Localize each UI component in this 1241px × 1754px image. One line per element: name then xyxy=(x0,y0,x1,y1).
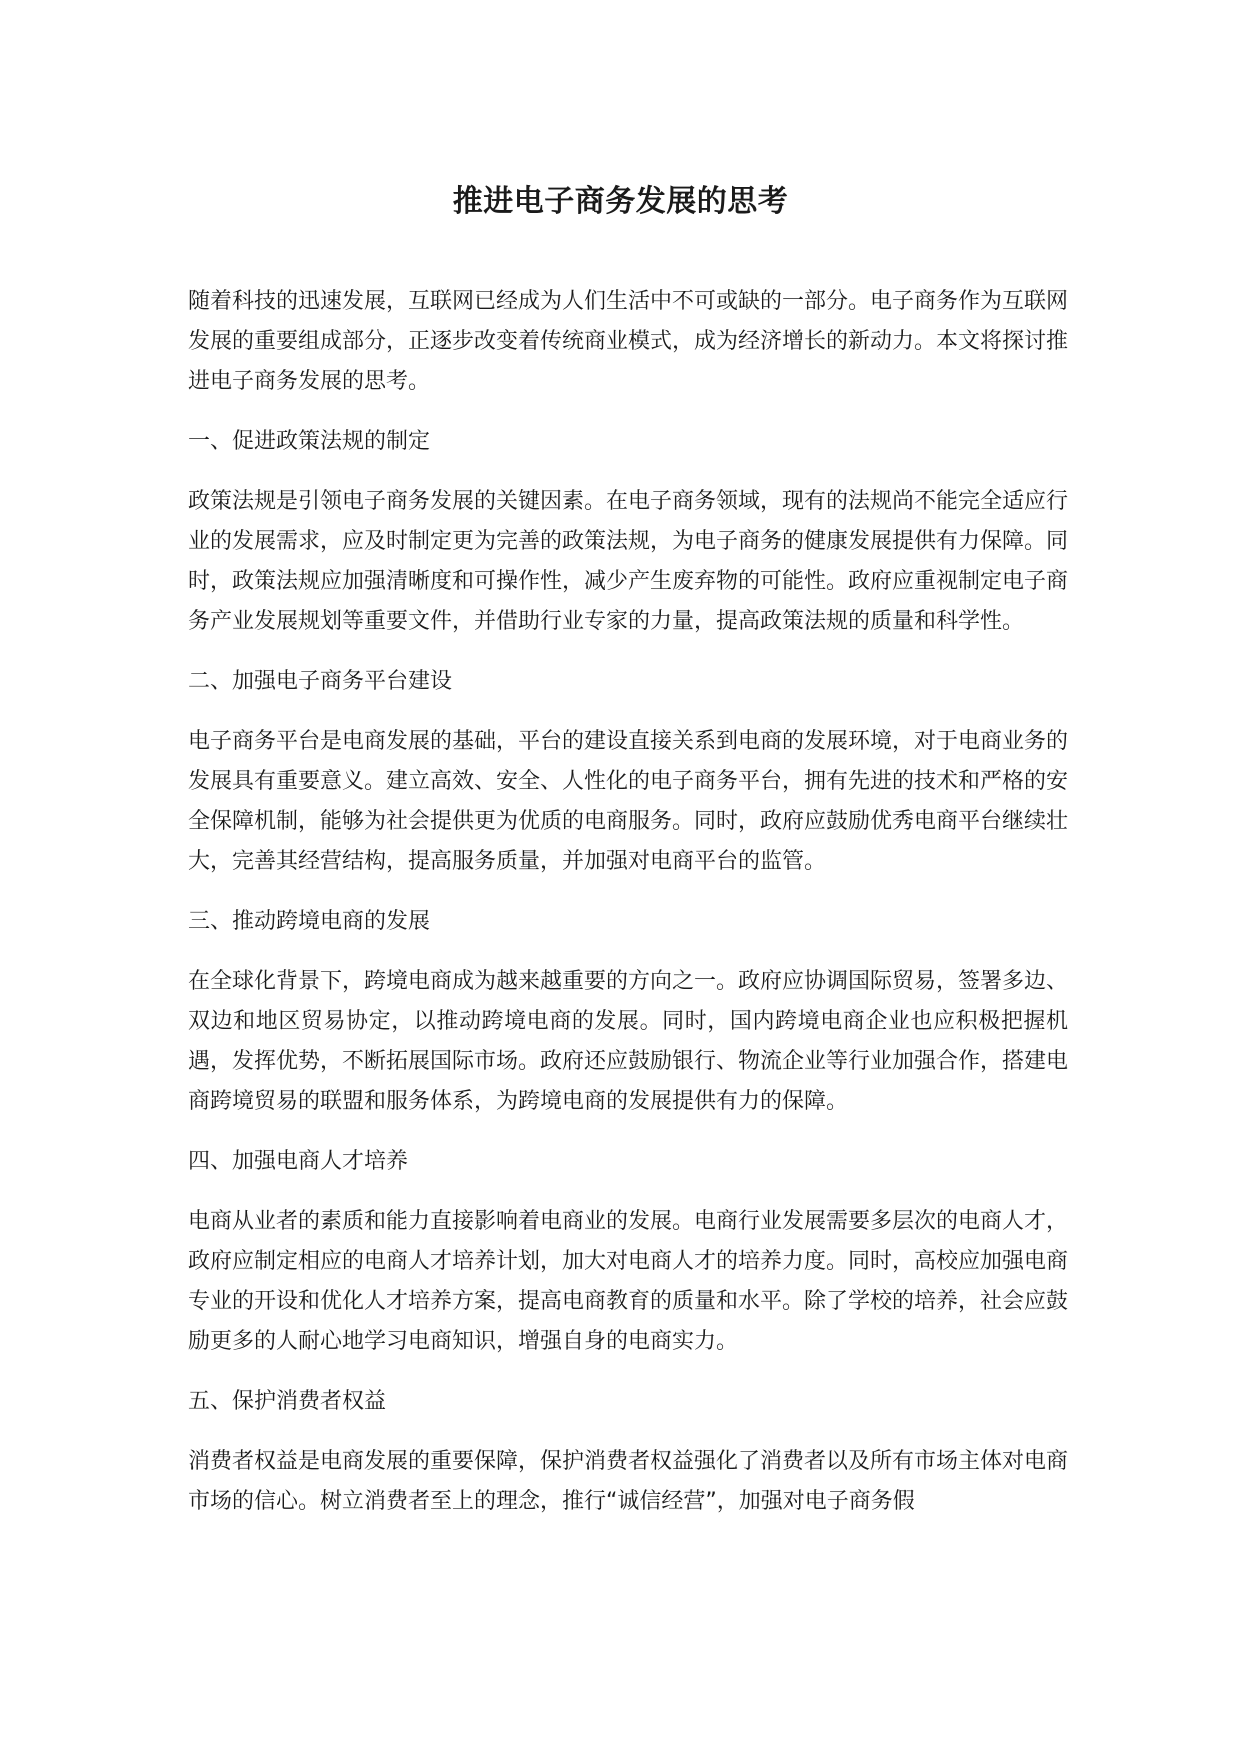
section-body-crossborder: 在全球化背景下，跨境电商成为越来越重要的方向之一。政府应协调国际贸易，签署多边、双边和地区贸易协定，以推动跨境电商的发展。同时，国内跨境电商企业也应积极把握机遇，发挥优势，不断拓展国际市场。政府还应鼓励银行、物流企业等行业加强合作，搭建电商跨境贸易的联盟和服务体系，为跨境电商的发展提供有力的保障。 xyxy=(188,969,1069,1114)
section-heading-talent: 四、加强电商人才培养 xyxy=(188,1149,409,1174)
intro-paragraph: 随着科技的迅速发展，互联网已经成为人们生活中不可或缺的一部分。电子商务作为互联网发展的重要组成部分，正逐步改变着传统商业模式，成为经济增长的新动力。本文将探讨推进电子商务发展的思考。 xyxy=(188,289,1069,394)
section-heading-consumer: 五、保护消费者权益 xyxy=(188,1389,387,1414)
section-heading-platform: 二、加强电子商务平台建设 xyxy=(188,669,453,694)
section-heading-crossborder: 三、推动跨境电商的发展 xyxy=(188,909,431,934)
document-body xyxy=(188,282,1068,1542)
section-body-policy: 政策法规是引领电子商务发展的关键因素。在电子商务领域，现有的法规尚不能完全适应行业的发展需求，应及时制定更为完善的政策法规，为电子商务的健康发展提供有力保障。同时，政策法规应加强清晰度和可操作性，减少产生废弃物的可能性。政府应重视制定电子商务产业发展规划等重要文件，并借助行业专家的力量，提高政策法规的质量和科学性。 xyxy=(188,489,1069,634)
section-body-consumer: 消费者权益是电商发展的重要保障，保护消费者权益强化了消费者以及所有市场主体对电商市场的信心。树立消费者至上的理念，推行“诚信经营”，加强对电子商务假 xyxy=(188,1449,1069,1514)
section-body-talent: 电商从业者的素质和能力直接影响着电商业的发展。电商行业发展需要多层次的电商人才，政府应制定相应的电商人才培养计划，加大对电商人才的培养力度。同时，高校应加强电商专业的开设和优化人才培养方案，提高电商教育的质量和水平。除了学校的培养，社会应鼓励更多的人耐心地学习电商知识，增强自身的电商实力。 xyxy=(188,1209,1069,1354)
section-body-platform: 电子商务平台是电商发展的基础，平台的建设直接关系到电商的发展环境，对于电商业务的发展具有重要意义。建立高效、安全、人性化的电子商务平台，拥有先进的技术和严格的安全保障机制，能够为社会提供更为优质的电商服务。同时，政府应鼓励优秀电商平台继续壮大，完善其经营结构，提高服务质量，并加强对电商平台的监管。 xyxy=(188,729,1069,874)
document-title: 推进电子商务发展的思考 xyxy=(452,184,789,219)
section-heading-policy: 一、促进政策法规的制定 xyxy=(188,429,431,454)
